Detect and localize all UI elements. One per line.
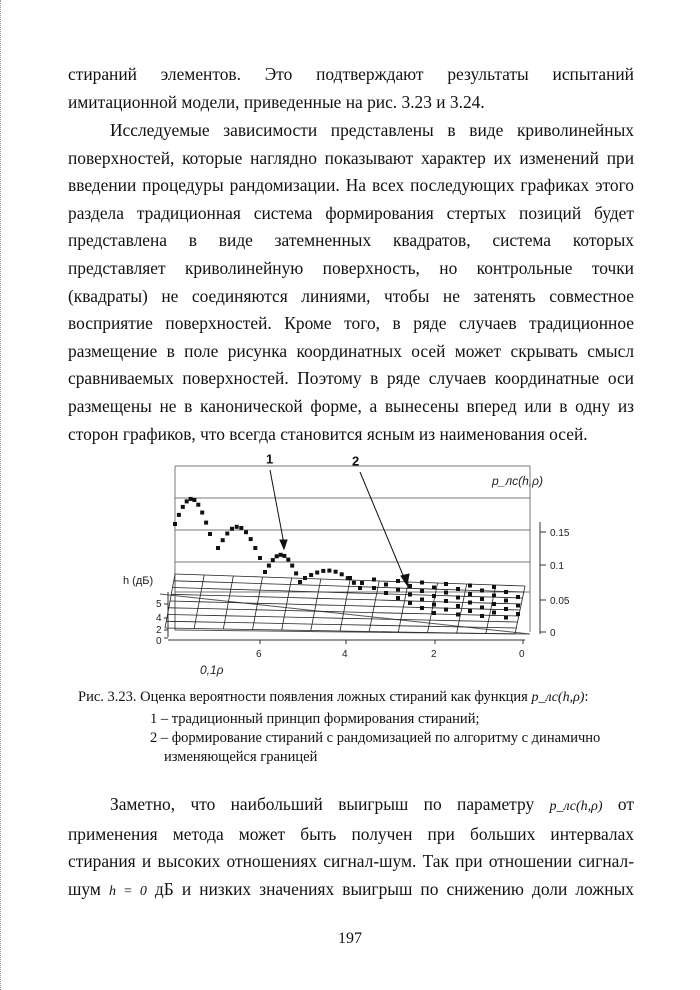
scatter-square — [298, 580, 302, 584]
scatter-square — [185, 499, 189, 503]
x-tick-0: 0 — [519, 649, 525, 660]
h-tick-4: 4 — [156, 613, 162, 624]
conclusion-line-4: шум h = 0 дБ и низких значениях выигрыш по снижению доли ложных — [68, 878, 634, 899]
scatter-square — [516, 612, 520, 616]
scatter-square — [504, 616, 508, 620]
scatter-square — [420, 606, 424, 610]
scatter-square — [275, 554, 279, 558]
scatter-square — [480, 614, 484, 618]
scatter-square — [456, 604, 460, 608]
scatter-square — [263, 570, 267, 574]
scatter-square — [420, 598, 424, 602]
para1-line: имитационной модели, приведенные на рис. 3.23 и 3.24. — [68, 91, 485, 112]
scatter-square — [384, 583, 388, 587]
scatter-square — [267, 564, 271, 568]
h-axis-label: h (дБ) — [123, 575, 154, 587]
scatter-square — [480, 589, 484, 593]
page-edge-dotted — [0, 0, 4, 990]
scatter-square — [444, 608, 448, 612]
z-tick-0.15: 0.15 — [550, 528, 570, 539]
scatter-square — [396, 579, 400, 583]
x-tick-4: 4 — [342, 649, 348, 660]
scatter-square — [340, 572, 344, 576]
curve-label-2: 2 — [352, 453, 360, 469]
scatter-square — [444, 582, 448, 586]
scatter-square — [372, 578, 376, 582]
scatter-square — [196, 503, 200, 507]
scatter-square — [239, 526, 243, 530]
scatter-square — [492, 585, 496, 589]
para2-line: размещены не в канонической форме, а вынесены вперед или в одну из — [68, 395, 634, 416]
scatter-square — [408, 601, 412, 605]
scatter-square — [309, 573, 313, 577]
para2-line: раздела традиционная система формирования стертых позиций будет — [68, 202, 634, 223]
scatter-square — [444, 599, 448, 603]
scatter-square — [492, 611, 496, 615]
scatter-square — [504, 599, 508, 603]
z-tick-0.05: 0.05 — [550, 596, 570, 607]
para2-line: представляет криволинейную поверхность, но контрольные точки — [68, 257, 634, 278]
caption-item-2a: 2 – формирование стираний с рандомизацией по алгоритму с динамично — [150, 730, 601, 746]
scatter-square — [468, 601, 472, 605]
scatter-square — [480, 606, 484, 610]
scatter-square — [504, 590, 508, 594]
x-axis-label: 0,1ρ — [200, 663, 224, 677]
scatter-square — [348, 576, 352, 580]
conclusion-line-3: стирания и высоких отношениях сигнал-шум. Так при отношении сигнал- — [68, 851, 634, 872]
back-wall-grid — [175, 466, 530, 632]
scatter-square — [279, 553, 283, 557]
scatter-square — [294, 571, 298, 575]
figure-caption — [78, 688, 589, 707]
scatter-square — [420, 581, 424, 585]
scatter-square — [303, 576, 307, 580]
caption-colon: : — [584, 689, 589, 705]
z-axis — [540, 522, 546, 634]
scatter-square — [253, 546, 257, 550]
scatter-square — [173, 522, 177, 526]
conclusion-line-2: применения метода может быть получен при больших интервалах — [68, 823, 634, 844]
scatter-square — [235, 525, 239, 529]
paragraph-conclusion — [68, 791, 634, 905]
scatter-square — [372, 586, 376, 590]
scatter-square — [384, 591, 388, 595]
scatter-square — [321, 569, 325, 573]
scatter-square — [192, 498, 196, 502]
h-tick-2: 2 — [156, 625, 162, 636]
scatter-square — [327, 569, 331, 573]
scatter-square — [396, 588, 400, 592]
curve-label-1: 1 — [266, 452, 274, 467]
para2-line: представлена в виде затемненных квадратов, система которых — [68, 230, 634, 251]
scatter-square — [432, 586, 436, 590]
scatter-square — [225, 532, 229, 536]
scatter-square — [432, 594, 436, 598]
scatter-square — [230, 527, 234, 531]
scatter-square — [290, 564, 294, 568]
scatter-square — [177, 513, 181, 517]
scatter-square — [244, 530, 248, 534]
scatter-square — [456, 613, 460, 617]
caption-function: p_лс(h,ρ) — [531, 690, 585, 705]
z-axis-label: p_лс(h,ρ) — [492, 474, 543, 488]
scatter-square — [444, 591, 448, 595]
scatter-square — [271, 558, 275, 562]
paragraph-surfaces-description — [68, 117, 634, 448]
z-tick-0.1: 0.1 — [550, 561, 564, 572]
scatter-square — [286, 558, 290, 562]
scatter-square — [358, 586, 362, 590]
scatter-square — [200, 511, 204, 515]
figure-3-23 — [120, 452, 590, 677]
caption-main: Рис. 3.23. Оценка вероятности появления ложных стираний как функция — [78, 689, 528, 705]
para2-line: поверхностей, которые наглядно показывают характер их изменений при — [68, 147, 634, 168]
scatter-square — [492, 602, 496, 606]
scatter-square — [334, 570, 338, 574]
scatter-square — [468, 592, 472, 596]
scatter-square — [360, 581, 364, 585]
x-tick-6: 6 — [256, 649, 262, 660]
paragraph-continuation — [68, 61, 634, 116]
para2-line: введении процедуры рандомизации. На всех последующих графиках этого — [68, 175, 634, 196]
para2-line: восприятие поверхностей. Кроме того, в ряде случаев традиционное — [68, 313, 634, 334]
x-axis — [168, 640, 525, 644]
scatter-square — [258, 556, 262, 560]
para1-line: стираний элементов. Это подтверждают результаты испытаний — [68, 64, 634, 84]
para2-line: Исследуемые зависимости представлены в виде криволинейных — [110, 120, 634, 140]
para2-line: размещение в поле рисунка координатных осей может скрывать смысл — [68, 340, 634, 361]
scatter-square — [208, 532, 212, 536]
scatter-square — [468, 584, 472, 588]
para2-line: сторон графиков, что всегда становится ясным из наименования осей. — [68, 423, 588, 444]
h-tick-0: 0 — [156, 636, 162, 647]
figure-3-23-plot — [120, 452, 590, 677]
scatter-square — [204, 521, 208, 525]
scatter-square — [216, 546, 220, 550]
scatter-square — [352, 581, 356, 585]
scatter-square — [408, 593, 412, 597]
scatter-square — [504, 607, 508, 611]
scatter-square — [396, 596, 400, 600]
scatter-square — [408, 584, 412, 588]
scatter-square — [249, 537, 253, 541]
scatter-square — [432, 603, 436, 607]
scatter-square — [189, 497, 193, 501]
page-number: 197 — [338, 930, 362, 947]
z-tick-0: 0 — [550, 628, 556, 639]
para2-line: (квадраты) не соединяются линиями, чтобы не затенять совместное — [68, 285, 634, 306]
scatter-square — [456, 587, 460, 591]
scatter-square — [420, 589, 424, 593]
para2-line: сравниваемых поверхностей. Поэтому в ряде случаев координатные оси — [68, 368, 634, 389]
scatter-square — [480, 597, 484, 601]
h-tick-5: 5 — [156, 599, 162, 610]
scatter-square — [516, 604, 520, 608]
x-tick-2: 2 — [431, 649, 437, 660]
scatter-square — [432, 611, 436, 615]
scatter-square — [315, 571, 319, 575]
scatter-square — [468, 609, 472, 613]
scatter-square — [221, 538, 225, 542]
scatter-square — [181, 505, 185, 509]
conclusion-line-1: Заметно, что наибольший выигрыш по параметру p_лс(h,ρ) от — [110, 794, 634, 814]
scatter-square — [492, 594, 496, 598]
scatter-square — [282, 554, 286, 558]
scatter-square — [456, 596, 460, 600]
caption-item-2b: изменяющейся границей — [164, 749, 318, 765]
scatter-square — [516, 595, 520, 599]
caption-item-1: 1 – традиционный принцип формирования стираний; — [150, 711, 480, 727]
label-pointers — [270, 470, 409, 585]
